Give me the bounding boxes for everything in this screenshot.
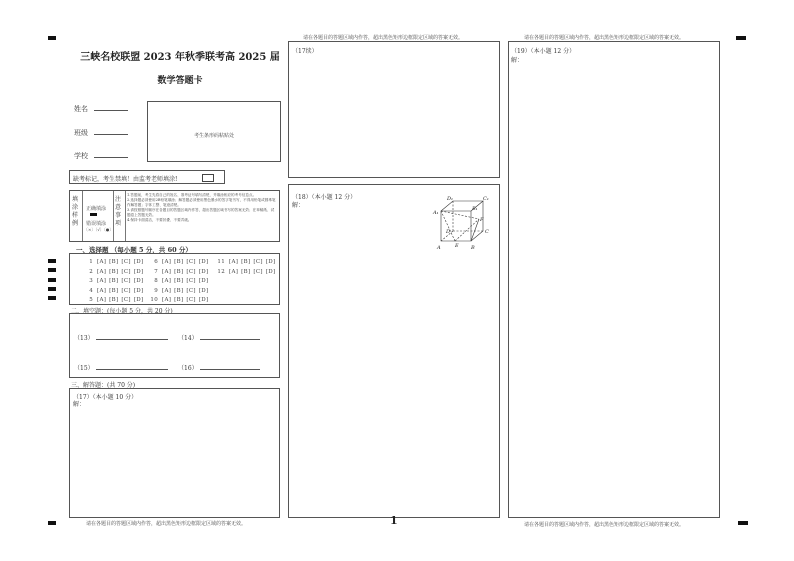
timing-mark <box>48 296 56 300</box>
mc-option-bubble[interactable]: [B] <box>109 259 119 265</box>
q17-answer-label: 解： <box>73 401 86 408</box>
blank-15-label: （15） <box>74 365 94 372</box>
page-subtitle: 数学答题卡 <box>157 76 203 86</box>
mc-question-number: 10 <box>150 297 158 303</box>
mc-option-bubble[interactable]: [C] <box>121 259 131 265</box>
absent-mark-text: 缺考标记，考生禁填！由监考老师填涂! <box>73 176 178 183</box>
mc-option-bubble[interactable]: [D] <box>265 268 276 275</box>
notice-line: 2.选择题必须使用2B铅笔填涂；解答题必须使用黑色墨水的签字笔书写，不得用铅笔或圆珠笔作解答题；字体工整、笔迹清楚。 <box>127 198 276 207</box>
section3-title: 三、解答题：(共 70 分) <box>71 382 136 389</box>
mc-option-bubble[interactable]: [B] <box>109 268 119 275</box>
mc-question-7 <box>149 269 211 275</box>
blank-13[interactable] <box>74 333 168 342</box>
mc-option-bubble[interactable]: [A] <box>162 297 172 303</box>
mc-question-number: 11 <box>217 259 225 265</box>
mc-question-3 <box>84 278 146 284</box>
mc-question-6 <box>149 259 211 265</box>
mc-question-number: 9 <box>154 287 158 294</box>
mc-option-bubble[interactable]: [A] <box>97 268 107 275</box>
mc-option-bubble[interactable]: [D] <box>198 287 209 294</box>
mc-option-bubble[interactable]: [B] <box>174 278 184 284</box>
cube-label: D <box>446 229 451 235</box>
fill-example-title: 填涂样例 <box>72 196 79 227</box>
cube-label: A₁ <box>433 210 439 216</box>
warning-bottom-col3: 请在各题目的答题区域内作答，超出黑色矩形边框限定区域的答案无效。 <box>524 522 685 528</box>
section2-title: 二、填空题：(每小题 5 分，共 20 分) <box>71 308 173 315</box>
warning-top-col2: 请在各题目的答题区域内作答，超出黑色矩形边框限定区域的答案无效。 <box>303 35 464 41</box>
mc-option-bubble[interactable]: [A] <box>97 259 107 265</box>
warning-top-col3: 请在各题目的答题区域内作答，超出黑色矩形边框限定区域的答案无效。 <box>524 35 685 41</box>
mc-option-bubble[interactable]: [A] <box>162 278 172 284</box>
mc-option-bubble[interactable]: [A] <box>97 287 107 294</box>
q17-title: （17）（本小题 10 分） <box>73 394 138 401</box>
mc-question-2 <box>84 269 146 275</box>
blank-14-line <box>200 339 260 340</box>
notice-line: 4.保持卡面清洁，不要折叠、不要弄破。 <box>127 218 192 222</box>
mc-option-bubble[interactable]: [C] <box>121 287 131 294</box>
q17-continued-area[interactable] <box>288 41 500 178</box>
fill-blank-area <box>69 313 280 378</box>
q17-answer-area[interactable] <box>69 388 280 518</box>
mc-option-bubble[interactable]: [C] <box>186 297 196 303</box>
mc-option-bubble[interactable]: [D] <box>133 287 144 294</box>
warning-bottom-col1: 请在各题目的答题区域内作答，超出黑色矩形边框限定区域的答案无效。 <box>86 521 247 527</box>
page-number: 1 <box>390 514 398 527</box>
mc-question-number: 4 <box>89 287 93 294</box>
blank-16-line <box>200 369 260 370</box>
cube-label: D₁ <box>447 196 454 202</box>
q18-answer-label: 解： <box>292 202 305 209</box>
mc-option-bubble[interactable]: [D] <box>133 278 144 284</box>
mc-option-bubble[interactable]: [C] <box>186 278 196 284</box>
timing-mark <box>48 278 56 282</box>
mc-option-bubble[interactable]: [B] <box>174 297 184 303</box>
blank-13-line <box>96 339 168 340</box>
blank-15[interactable] <box>74 363 168 372</box>
multiple-choice-area <box>69 253 280 305</box>
mc-option-bubble[interactable]: [C] <box>253 259 263 265</box>
mc-question-number: 3 <box>89 278 93 284</box>
timing-mark <box>48 268 56 272</box>
blank-16-label: （16） <box>178 365 198 372</box>
mc-question-5 <box>84 297 146 303</box>
mc-question-1 <box>84 259 146 265</box>
mc-option-bubble[interactable]: [C] <box>186 268 196 275</box>
mc-option-bubble[interactable]: [A] <box>162 287 172 294</box>
name-line <box>94 110 128 111</box>
mc-question-number: 1 <box>89 259 93 265</box>
mc-question-number: 7 <box>154 268 158 275</box>
mc-question-10 <box>149 297 211 303</box>
mc-question-number: 2 <box>89 268 93 275</box>
q17-continued-title: （17续） <box>292 48 318 55</box>
mc-option-bubble[interactable]: [D] <box>198 278 209 284</box>
mc-option-bubble[interactable]: [D] <box>198 268 209 275</box>
mc-option-bubble[interactable]: [A] <box>97 297 107 303</box>
mc-option-bubble[interactable]: [C] <box>121 297 131 303</box>
notice-line: 1.答题前，考生先将自己的姓名、准考证号填写清楚，并填涂相应的考号信息点。 <box>127 193 257 197</box>
blank-13-label: （13） <box>74 335 94 342</box>
mc-option-bubble[interactable]: [D] <box>265 259 276 265</box>
blank-16[interactable] <box>178 363 260 372</box>
instructions-box <box>69 190 280 242</box>
correct-fill-label: 正确填涂 <box>86 206 107 212</box>
absent-mark-row <box>69 170 225 184</box>
class-label: 班级 <box>74 129 88 137</box>
mc-option-bubble[interactable]: [A] <box>229 268 239 275</box>
mc-option-bubble[interactable]: [D] <box>133 268 144 275</box>
cube-label: C <box>485 229 489 235</box>
barcode-area <box>147 101 281 162</box>
registration-mark-bottom-left <box>48 521 56 525</box>
school-field[interactable] <box>74 151 128 161</box>
notice-title: 注意事项 <box>115 196 122 227</box>
mc-option-bubble[interactable]: [B] <box>174 268 184 275</box>
notice-line: 3.请按照题号顺序在各题目的答题区域内作答，超出答题区域书写的答案无效；在草稿纸、试题卷上答题无效。 <box>127 208 275 217</box>
q19-title: （19）（本小题 12 分） <box>511 48 576 55</box>
timing-mark <box>48 287 56 291</box>
mc-option-bubble[interactable]: [C] <box>186 287 196 294</box>
wrong-fill-label: 错误填涂 <box>86 221 107 227</box>
mc-option-bubble[interactable]: [C] <box>253 268 263 275</box>
cube-label: E <box>455 243 459 249</box>
wrong-fill-sample: 〔×〕〔√〕〔●〕 <box>84 227 114 232</box>
mc-question-8 <box>149 278 211 284</box>
notice-lines <box>127 193 277 223</box>
mc-question-number: 6 <box>154 259 158 265</box>
mc-option-bubble[interactable]: [B] <box>109 278 119 284</box>
q18-title: （18）（本小题 12 分） <box>292 194 357 201</box>
blank-15-line <box>96 369 168 370</box>
mc-option-bubble[interactable]: [B] <box>109 297 119 303</box>
cube-label: C₁ <box>483 196 489 202</box>
q19-answer-label: 解： <box>511 57 524 64</box>
cube-figure <box>431 193 501 263</box>
cube-label: F <box>480 217 484 223</box>
mc-option-bubble[interactable]: [B] <box>109 287 119 294</box>
name-field[interactable] <box>74 104 128 114</box>
mc-option-bubble[interactable]: [B] <box>241 259 251 265</box>
registration-mark-top-left <box>48 36 56 40</box>
class-line <box>94 134 128 135</box>
blank-14-label: （14） <box>178 335 198 342</box>
mc-option-bubble[interactable]: [A] <box>162 268 172 275</box>
cube-label: B <box>471 245 475 251</box>
mc-option-bubble[interactable]: [C] <box>121 268 131 275</box>
mc-option-bubble[interactable]: [A] <box>97 278 107 284</box>
mc-option-bubble[interactable]: [C] <box>121 278 131 284</box>
section1-title: 一、选择题 （每小题 5 分，共 60 分） <box>76 246 192 254</box>
name-label: 姓名 <box>74 105 88 113</box>
mc-option-bubble[interactable]: [D] <box>198 259 209 265</box>
mc-option-bubble[interactable]: [D] <box>133 259 144 265</box>
q19-answer-area[interactable] <box>508 41 720 518</box>
school-label: 学校 <box>74 152 88 160</box>
mc-option-bubble[interactable]: [B] <box>174 259 184 265</box>
q18-answer-area[interactable] <box>288 184 500 518</box>
mc-option-bubble[interactable]: [B] <box>174 287 184 294</box>
mc-question-4 <box>84 288 146 294</box>
registration-mark-top-right <box>736 36 746 40</box>
class-field[interactable] <box>74 128 128 138</box>
cube-label: B₁ <box>472 206 478 212</box>
mc-question-9 <box>149 288 211 294</box>
mc-question-number: 8 <box>154 278 158 284</box>
correct-fill-sample <box>90 213 97 216</box>
mc-question-11 <box>216 259 278 265</box>
registration-mark-bottom-right <box>738 521 748 525</box>
mc-question-number: 5 <box>89 297 93 303</box>
mc-option-bubble[interactable]: [A] <box>229 259 239 265</box>
cube-label: A <box>437 245 441 251</box>
mc-option-bubble[interactable]: [B] <box>241 268 251 275</box>
school-line <box>94 157 128 158</box>
mc-option-bubble[interactable]: [C] <box>186 259 196 265</box>
mc-option-bubble[interactable]: [A] <box>162 259 172 265</box>
mc-question-12 <box>216 269 278 275</box>
barcode-text: 考生条形码粘贴处 <box>193 133 234 139</box>
mc-question-number: 12 <box>217 268 225 275</box>
mc-option-bubble[interactable]: [D] <box>133 297 144 303</box>
page-title: 三峡名校联盟 2023 年秋季联考高 2025 届 <box>80 52 280 63</box>
mc-option-bubble[interactable]: [D] <box>198 297 209 303</box>
absent-checkbox[interactable] <box>202 174 214 182</box>
timing-mark <box>48 259 56 263</box>
blank-14[interactable] <box>178 333 260 342</box>
